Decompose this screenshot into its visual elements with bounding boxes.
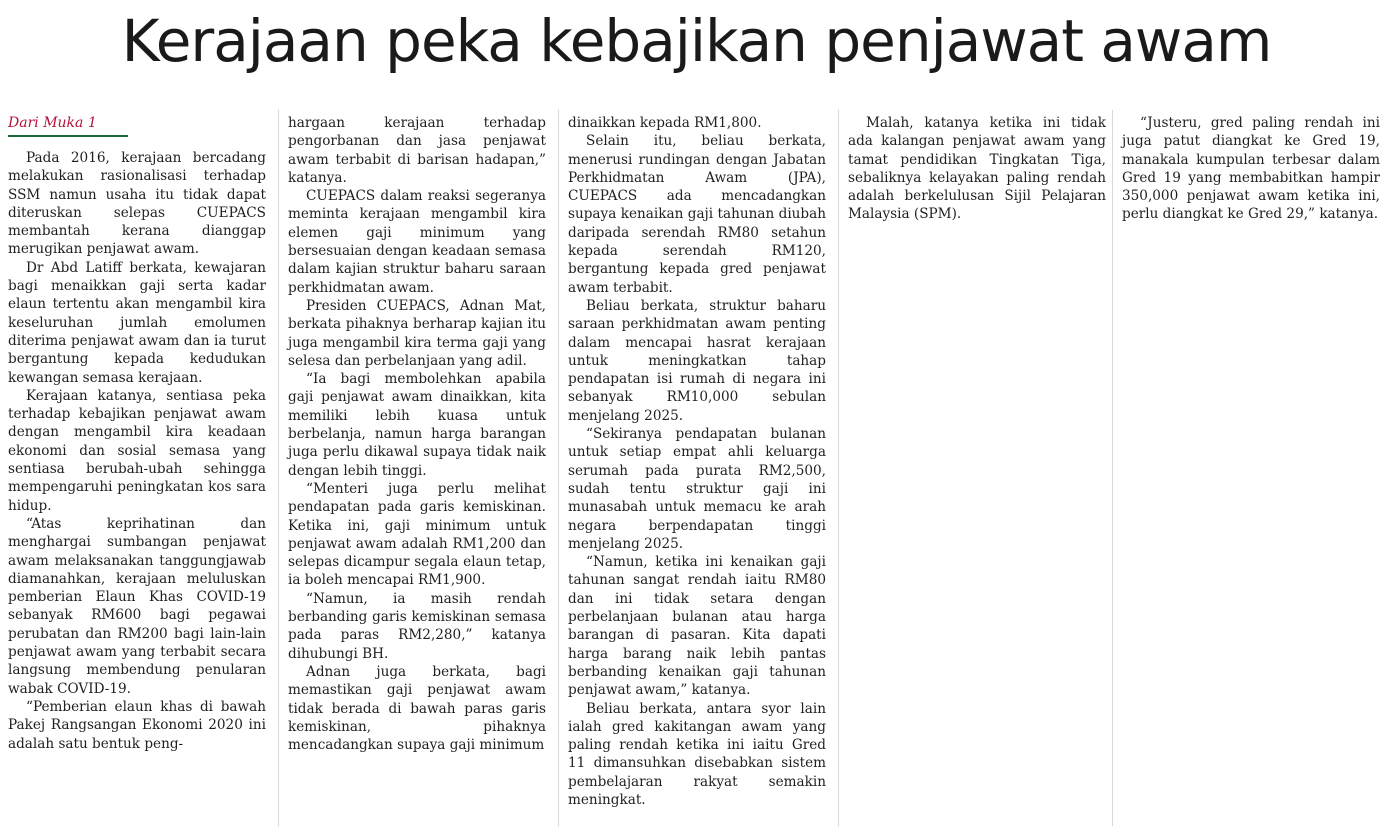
paragraph: Dr Abd Latiff berkata, kewajaran bagi menaikkan gaji serta kadar elaun tertentu akan mengambil kira keseluruhan jumlah emolumen diterima penjawat awam dan ia turut bergantung kepada kedudukan kewangan semasa kerajaan.: [8, 259, 266, 386]
paragraph: “Namun, ia masih rendah berbanding garis kemiskinan semasa pada paras RM2,280,” katanya dihubungi BH.: [288, 590, 546, 662]
column-divider: [1112, 110, 1113, 826]
column-divider: [558, 110, 559, 826]
paragraph: Beliau berkata, struktur baharu saraan perkhidmatan awam penting dalam mencapai hasrat kerajaan untuk meningkatkan tahap pendapatan isi rumah di negara ini sebanyak RM10,000 sebulan menjelang 2025.: [568, 297, 826, 424]
paragraph: dinaikkan kepada RM1,800.: [568, 115, 762, 131]
column-divider: [838, 110, 839, 826]
paragraph: Kerajaan katanya, sentiasa peka terhadap kebajikan penjawat awam dengan mengambil kira keadaan ekonomi dan sosial semasa yang sentiasa berubah-ubah sehingga mempengaruhi peningkatan kos sara hidup.: [8, 387, 266, 514]
paragraph: “Pemberian elaun khas di bawah Pakej Rangsangan Ekonomi 2020 ini adalah satu bentuk peng-: [8, 698, 266, 752]
continued-from-label: Dari Muka 1: [8, 115, 97, 131]
article-column-4: [848, 114, 1106, 224]
paragraph: “Ia bagi membolehkan apabila gaji penjawat awam dinaikkan, kita memiliki lebih kuasa untuk berbelanja, namun harga barangan juga perlu dikawal supaya tidak naik dengan lebih tinggi.: [288, 371, 546, 479]
paragraph: Selain itu, beliau berkata, menerusi rundingan dengan Jabatan Perkhidmatan Awam (JPA), CUEPACS ada mencadangkan supaya kenaikan gaji tahunan diubah daripada serendah RM80 setahun kepada serendah RM120, bergantung kepada gred penjawat awam terbabit.: [568, 133, 826, 296]
paragraph: “Atas keprihatinan dan menghargai sumbangan penjawat awam melaksanakan tanggungjawab diamanahkan, kerajaan meluluskan pemberian Elaun Khas COVID-19 sebanyak RM600 bagi pegawai perubatan dan RM200 bagi lain-lain penjawat awam yang terbabit secara langsung membendung penularan wabak COVID-19.: [8, 515, 266, 697]
headline: Kerajaan peka kebajikan penjawat awam: [121, 7, 1272, 75]
paragraph: “Justeru, gred paling rendah ini juga patut diangkat ke Gred 19, manakala kumpulan terbesar dalam Gred 19 yang membabitkan hampir 350,000 penjawat awam ketika ini, perlu diangkat ke Gred 29,” katanya.: [1122, 115, 1380, 223]
paragraph: Beliau berkata, antara syor lain ialah gred kakitangan awam yang paling rendah ketika ini iaitu Gred 11 dimansuhkan disebabkan sistem pembelajaran rakyat semakin meningkat.: [568, 700, 826, 808]
paragraph: “Namun, ketika ini kenaikan gaji tahunan sangat rendah iaitu RM80 dan ini tidak setara dengan perbelanjaan bulanan atau harga barangan di pasaran. Kita dapati harga barang naik lebih pantas berbanding kenaikan gaji tahunan penjawat awam,” katanya.: [568, 554, 826, 699]
article-column-3: [568, 114, 826, 809]
article-column-1: [8, 114, 266, 753]
column-divider: [278, 110, 279, 826]
article-column-2: [288, 114, 546, 754]
paragraph: CUEPACS dalam reaksi segeranya meminta kerajaan mengambil kira elemen gaji minimum yang bersesuaian dengan keadaan semasa dalam kajian struktur baharu saraan perkhidmatan awam.: [288, 188, 546, 296]
paragraph: Adnan juga berkata, bagi memastikan gaji penjawat awam tidak berada di bawah paras garis kemiskinan, pihaknya mencadangkan supaya gaji minimum: [288, 663, 546, 754]
article-column-5: [1122, 114, 1380, 224]
paragraph: Pada 2016, kerajaan bercadang melakukan rasionalisasi terhadap SSM namun usaha itu tidak dapat diteruskan selepas CUEPACS membantah kerana dianggap merugikan penjawat awam.: [8, 150, 266, 258]
paragraph: “Sekiranya pendapatan bulanan untuk setiap empat ahli keluarga serumah pada purata RM2,500, sudah tentu struktur gaji ini munasabah untuk memacu ke arah negara berpendapatan tinggi menjelang 2025.: [568, 426, 826, 552]
paragraph: hargaan kerajaan terhadap pengorbanan dan jasa penjawat awam terbabit di barisan hadapan,” katanya.: [288, 115, 546, 186]
section-rule: [8, 135, 128, 137]
paragraph: “Menteri juga perlu melihat pendapatan pada garis kemiskinan. Ketika ini, gaji minimum untuk penjawat awam adalah RM1,200 dan selepas dicampur segala elaun tetap, ia boleh mencapai RM1,900.: [288, 480, 546, 589]
paragraph: Malah, katanya ketika ini tidak ada kalangan penjawat awam yang tamat pendidikan Tingkatan Tiga, sebaliknya kelayakan paling rendah adalah berkelulusan Sijil Pelajaran Malaysia (SPM).: [848, 115, 1106, 223]
paragraph: Presiden CUEPACS, Adnan Mat, berkata pihaknya berharap kajian itu juga mengambil kira terma gaji yang selesa dan perbelanjaan yang adil.: [288, 297, 546, 369]
